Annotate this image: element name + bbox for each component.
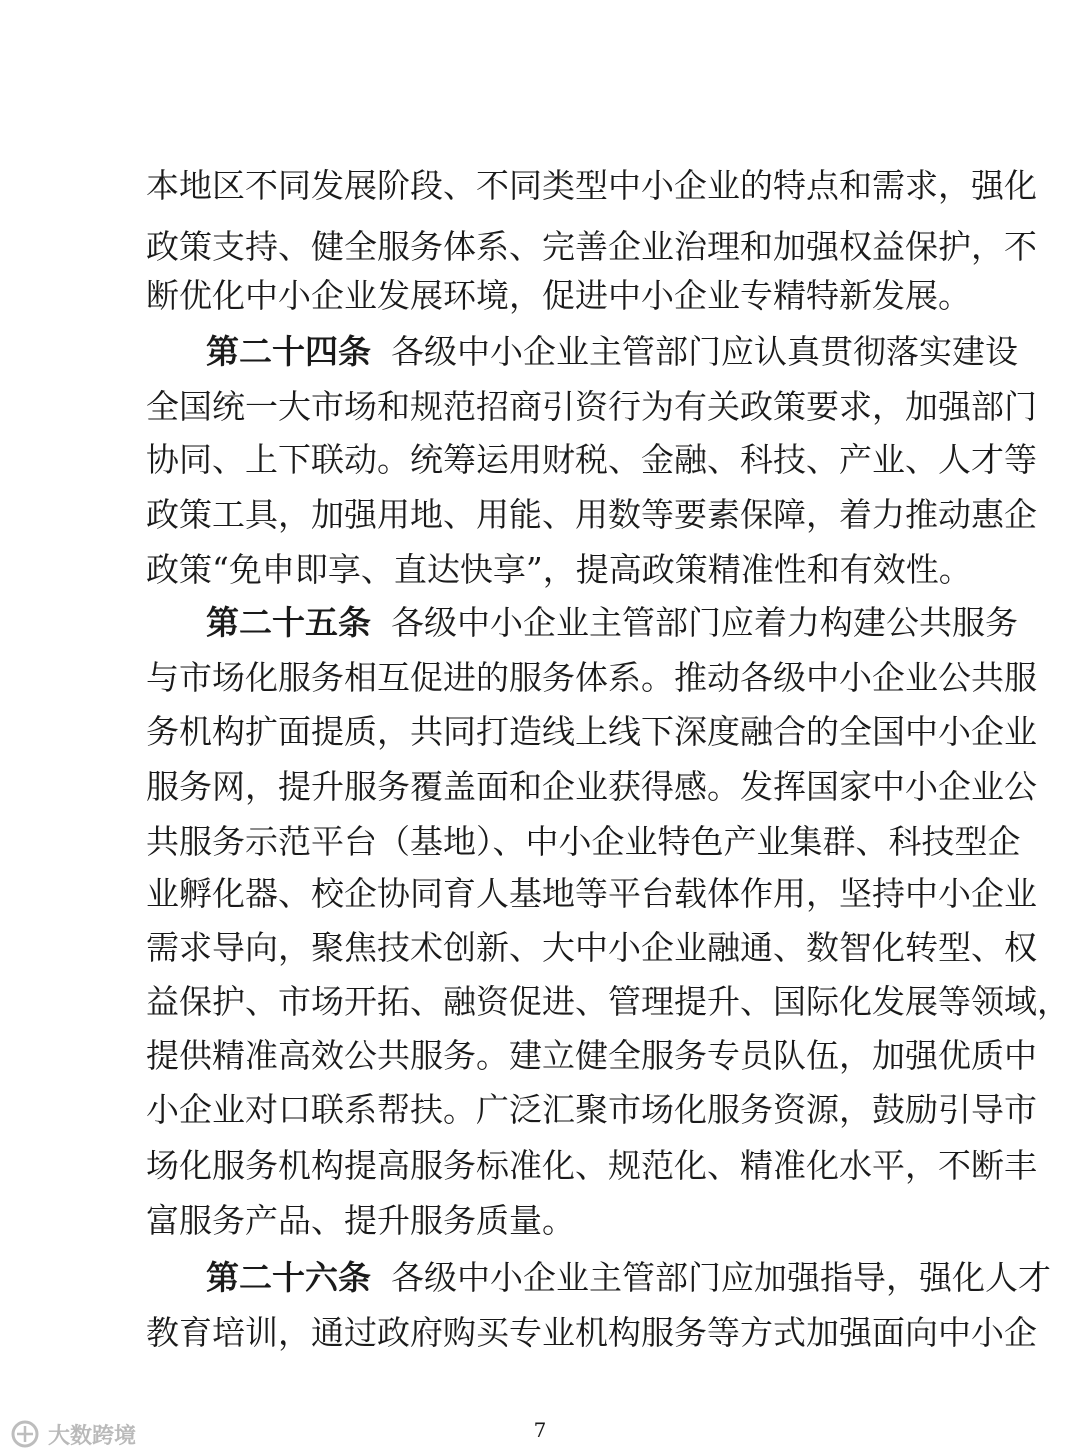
text-line: 政策支持、健全服务体系、完善企业治理和加强权益保护，不 — [146, 227, 1037, 266]
text-line: 各级中小企业主管部门应加强指导，强化人才 — [391, 1258, 1051, 1297]
page-number: 7 — [533, 1418, 547, 1442]
text-line: 富服务产品、提升服务质量。 — [146, 1201, 575, 1240]
text-line: 各级中小企业主管部门应认真贯彻落实建设 — [391, 332, 1018, 371]
text-line: 断优化中小企业发展环境，促进中小企业专精特新发展。 — [146, 276, 971, 315]
text-line: 全国统一大市场和规范招商引资行为有关政策要求，加强部门 — [146, 387, 1037, 426]
text-line: 政策“免申即享、直达快享”，提高政策精准性和有效性。 — [146, 550, 972, 589]
article-26-heading: 第二十六条 — [206, 1258, 371, 1297]
text-line: 服务网，提升服务覆盖面和企业获得感。发挥国家中小企业公 — [146, 767, 1037, 806]
text-line: 教育培训，通过政府购买专业机构服务等方式加强面向中小企 — [146, 1313, 1037, 1352]
article-24-first-line — [146, 332, 1018, 372]
text-line: 与市场化服务相互促进的服务体系。推动各级中小企业公共服 — [146, 658, 1037, 697]
text-line: 场化服务机构提高服务标准化、规范化、精准化水平，不断丰 — [146, 1146, 1037, 1185]
watermark-logo-icon — [8, 1419, 42, 1449]
article-24-heading: 第二十四条 — [206, 332, 371, 371]
text-line: 协同、上下联动。统筹运用财税、金融、科技、产业、人才等 — [146, 440, 1037, 479]
text-line: 各级中小企业主管部门应着力构建公共服务 — [391, 603, 1018, 642]
text-line: 政策工具，加强用地、用能、用数等要素保障，着力推动惠企 — [146, 495, 1037, 534]
text-line: 务机构扩面提质，共同打造线上线下深度融合的全国中小企业 — [146, 712, 1037, 751]
text-line: 业孵化器、校企协同育人基地等平台载体作用，坚持中小企业 — [146, 874, 1037, 913]
text-line: 益保护、市场开拓、融资促进、管理提升、国际化发展等领域， — [146, 982, 1070, 1021]
text-line: 需求导向，聚焦技术创新、大中小企业融通、数智化转型、权 — [146, 928, 1037, 967]
article-25-first-line — [146, 603, 1018, 643]
watermark — [8, 1417, 136, 1451]
watermark-text: 大数跨境 — [48, 1423, 137, 1449]
text-line: 提供精准高效公共服务。建立健全服务专员队伍，加强优质中 — [146, 1036, 1037, 1075]
article-25-heading: 第二十五条 — [206, 603, 371, 642]
text-line: 本地区不同发展阶段、不同类型中小企业的特点和需求，强化 — [146, 166, 1037, 205]
article-26-first-line — [146, 1258, 1051, 1298]
text-line: 共服务示范平台（基地）、中小企业特色产业集群、科技型企 — [146, 822, 1021, 861]
text-line: 小企业对口联系帮扶。广泛汇聚市场化服务资源，鼓励引导市 — [146, 1090, 1037, 1129]
